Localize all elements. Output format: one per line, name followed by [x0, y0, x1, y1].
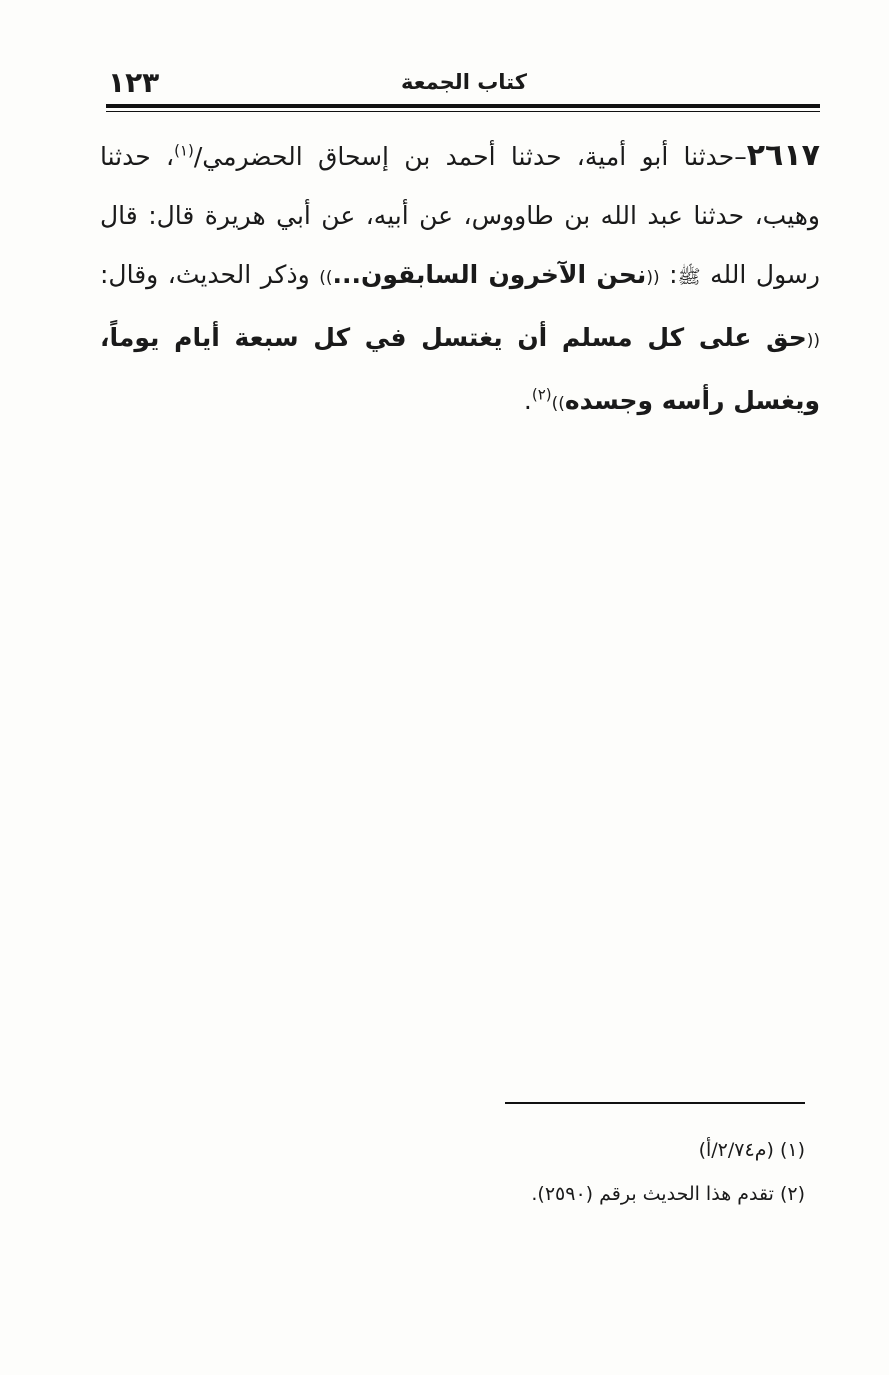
page-header	[108, 66, 820, 102]
quote-close-2: ))	[551, 394, 565, 414]
footnotes	[380, 1128, 805, 1216]
hadith-middle-text: وذكر الحديث، وقال:	[100, 260, 310, 289]
footnote-1	[380, 1128, 805, 1172]
quote-open-1: ((	[646, 268, 660, 288]
salutation-mark: ﷺ	[677, 266, 701, 288]
hadith-chain-part-2: ، حدثنا وهيب، حدثنا عبد الله بن طاووس، عن أبيه، عن أبي هريرة قال: قال رسول الله	[100, 142, 821, 289]
prophetic-quote-1: نحن الآخرون السابقون...	[332, 260, 647, 289]
header-rule-thin	[106, 111, 820, 112]
quote-close-1: ))	[319, 268, 333, 288]
footnote-2	[380, 1172, 805, 1216]
hadith-end: .	[523, 386, 532, 415]
footnote-label: (١)	[779, 1139, 805, 1161]
page-number: ١٢٣	[108, 66, 160, 99]
hadith-number: ٢٦١٧	[746, 138, 820, 173]
hadith-colon: :	[669, 260, 678, 289]
footnote-ref-1[interactable]: (١)	[174, 141, 194, 160]
footnote-label: (٢)	[779, 1183, 805, 1205]
header-rule-thick	[106, 104, 820, 108]
hadith-dash: –	[734, 142, 747, 171]
page-title: كتاب الجمعة	[401, 70, 527, 94]
footnote-separator	[505, 1102, 805, 1104]
footnote-text: (م٢/٧٤/أ)	[698, 1139, 774, 1161]
hadith-paragraph	[100, 126, 820, 434]
footnote-text: تقدم هذا الحديث برقم (٢٥٩٠).	[531, 1183, 774, 1205]
hadith-chain-part-1: حدثنا أبو أمية، حدثنا أحمد بن إسحاق الحضرمي/	[193, 142, 735, 171]
prophetic-quote-2: حق على كل مسلم أن يغتسل في كل سبعة أيام يوماً، ويغسل رأسه وجسده	[100, 323, 820, 415]
footnote-ref-2[interactable]: (٢)	[531, 385, 552, 404]
quote-open-2: ((	[806, 331, 820, 351]
